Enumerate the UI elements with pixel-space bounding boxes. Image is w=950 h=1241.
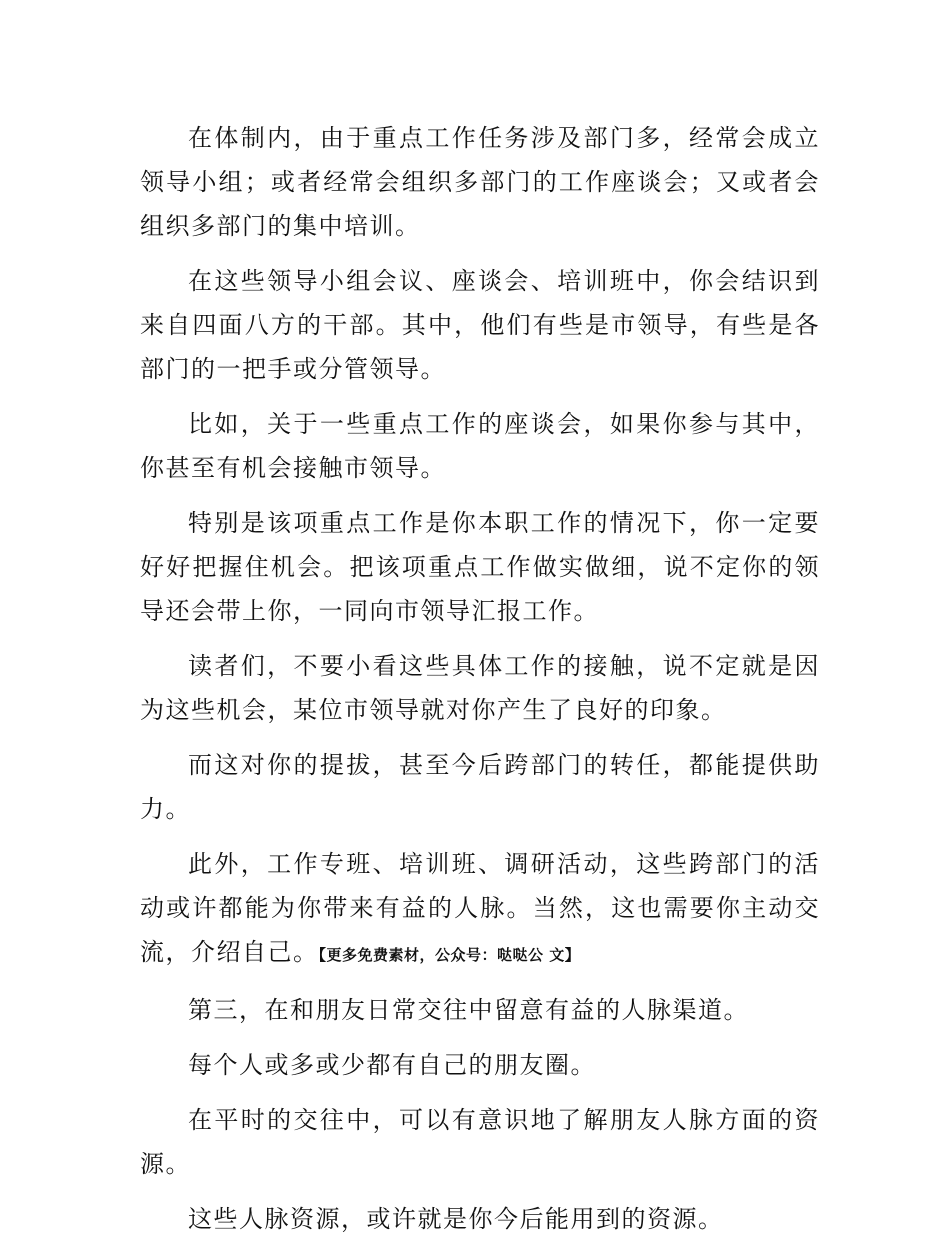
paragraph-6: 而这对你的提拔，甚至今后跨部门的转任，都能提供助力。	[140, 751, 820, 823]
paragraph-7-text: 此外，工作专班、培训班、调研活动，这些跨部门的活动或许都能为你带来有益的人脉。当然，这也需要你主动交流，介绍自己。	[140, 850, 820, 966]
document-body	[140, 116, 820, 1241]
paragraph-2: 在这些领导小组会议、座谈会、培训班中，你会结识到来自四面八方的干部。其中，他们有些是市领导，有些是各部门的一把手或分管领导。	[140, 267, 820, 383]
paragraph-11: 这些人脉资源，或许就是你今后能用到的资源。	[188, 1205, 724, 1233]
paragraph-8: 第三，在和朋友日常交往中留意有益的人脉渠道。	[188, 996, 749, 1024]
promo-note: 【更多免费素材，公众号：哒哒公 文】	[318, 946, 581, 964]
paragraph-7	[140, 842, 820, 977]
paragraph-3: 比如，关于一些重点工作的座谈会，如果你参与其中，你甚至有机会接触市领导。	[140, 410, 820, 482]
paragraph-5: 读者们，不要小看这些具体工作的接触，说不定就是因为这些机会，某位市领导就对你产生了良好的印象。	[140, 652, 820, 724]
paragraph-4: 特别是该项重点工作是你本职工作的情况下，你一定要好好把握住机会。把该项重点工作做实做细，说不定你的领导还会带上你，一同向市领导汇报工作。	[140, 509, 820, 625]
paragraph-1: 在体制内，由于重点工作任务涉及部门多，经常会成立领导小组；或者经常会组织多部门的工作座谈会；又或者会组织多部门的集中培训。	[140, 124, 820, 240]
paragraph-9: 每个人或多或少都有自己的朋友圈。	[188, 1051, 596, 1079]
paragraph-10: 在平时的交往中，可以有意识地了解朋友人脉方面的资源。	[140, 1106, 820, 1178]
